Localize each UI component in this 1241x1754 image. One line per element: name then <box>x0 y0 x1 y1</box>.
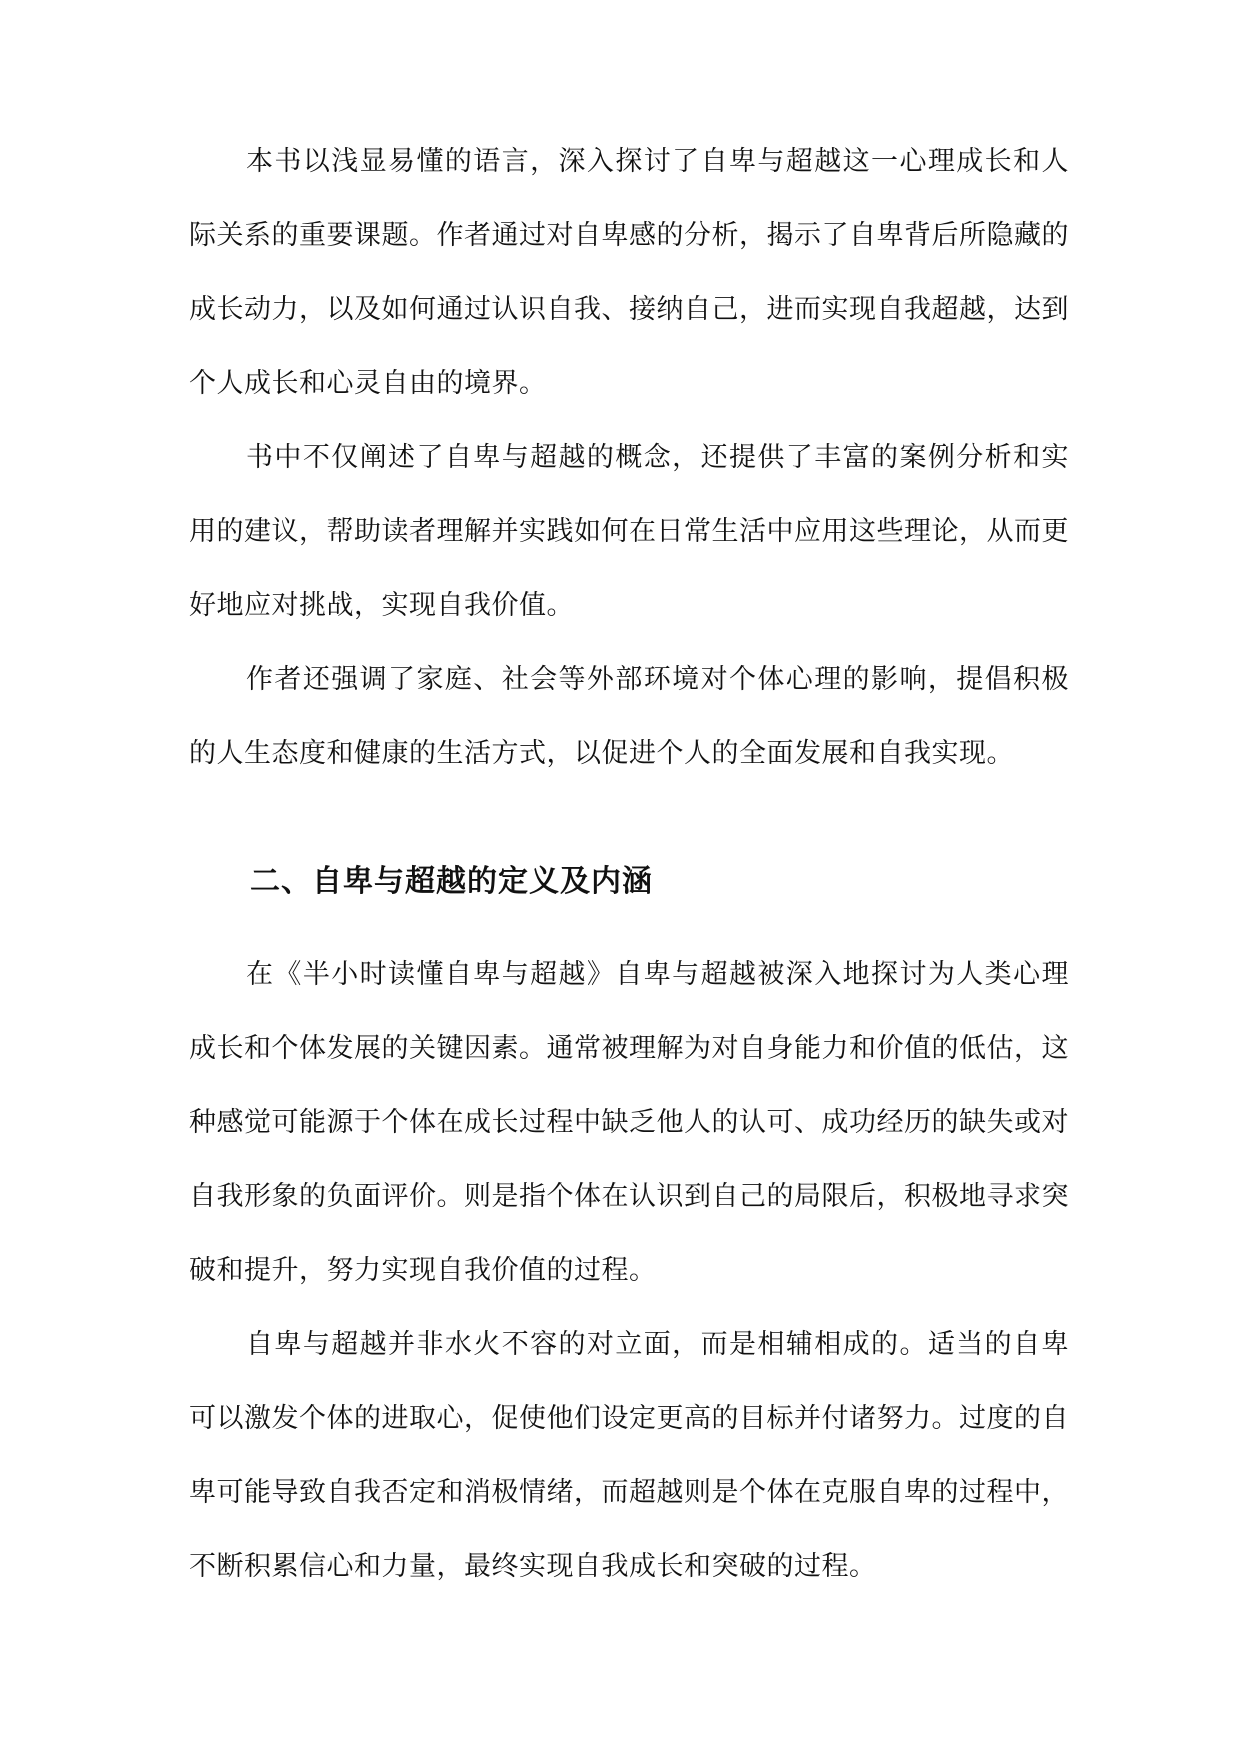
section-intro <box>189 125 1069 791</box>
paragraph-relationship: 自卑与超越并非水火不容的对立面，而是相辅相成的。适当的自卑可以激发个体的进取心，促使他们设定更高的目标并付诸努力。过度的自卑可能导致自我否定和消极情绪，而超越则是个体在克服自卑的过程中，不断积累信心和力量，最终实现自我成长和突破的过程。 <box>189 1329 1069 1582</box>
section-definition <box>189 938 1069 1604</box>
paragraph-intro-environment: 作者还强调了家庭、社会等外部环境对个体心理的影响，提倡积极的人生态度和健康的生活方式，以促进个人的全面发展和自我实现。 <box>189 664 1069 769</box>
paragraph-intro-content: 书中不仅阐述了自卑与超越的概念，还提供了丰富的案例分析和实用的建议，帮助读者理解并实践如何在日常生活中应用这些理论，从而更好地应对挑战，实现自我价值。 <box>189 442 1069 621</box>
paragraph-definition: 在《半小时读懂自卑与超越》自卑与超越被深入地探讨为人类心理成长和个体发展的关键因素。通常被理解为对自身能力和价值的低估，这种感觉可能源于个体在成长过程中缺乏他人的认可、成功经历的缺失或对自我形象的负面评价。则是指个体在认识到自己的局限后，积极地寻求突破和提升，努力实现自我价值的过程。 <box>189 959 1069 1286</box>
section-heading: 二、自卑与超越的定义及内涵 <box>250 864 653 899</box>
paragraph-intro-summary: 本书以浅显易懂的语言，深入探讨了自卑与超越这一心理成长和人际关系的重要课题。作者通过对自卑感的分析，揭示了自卑背后所隐藏的成长动力，以及如何通过认识自我、接纳自己，进而实现自我超越，达到个人成长和心灵自由的境界。 <box>189 146 1069 399</box>
